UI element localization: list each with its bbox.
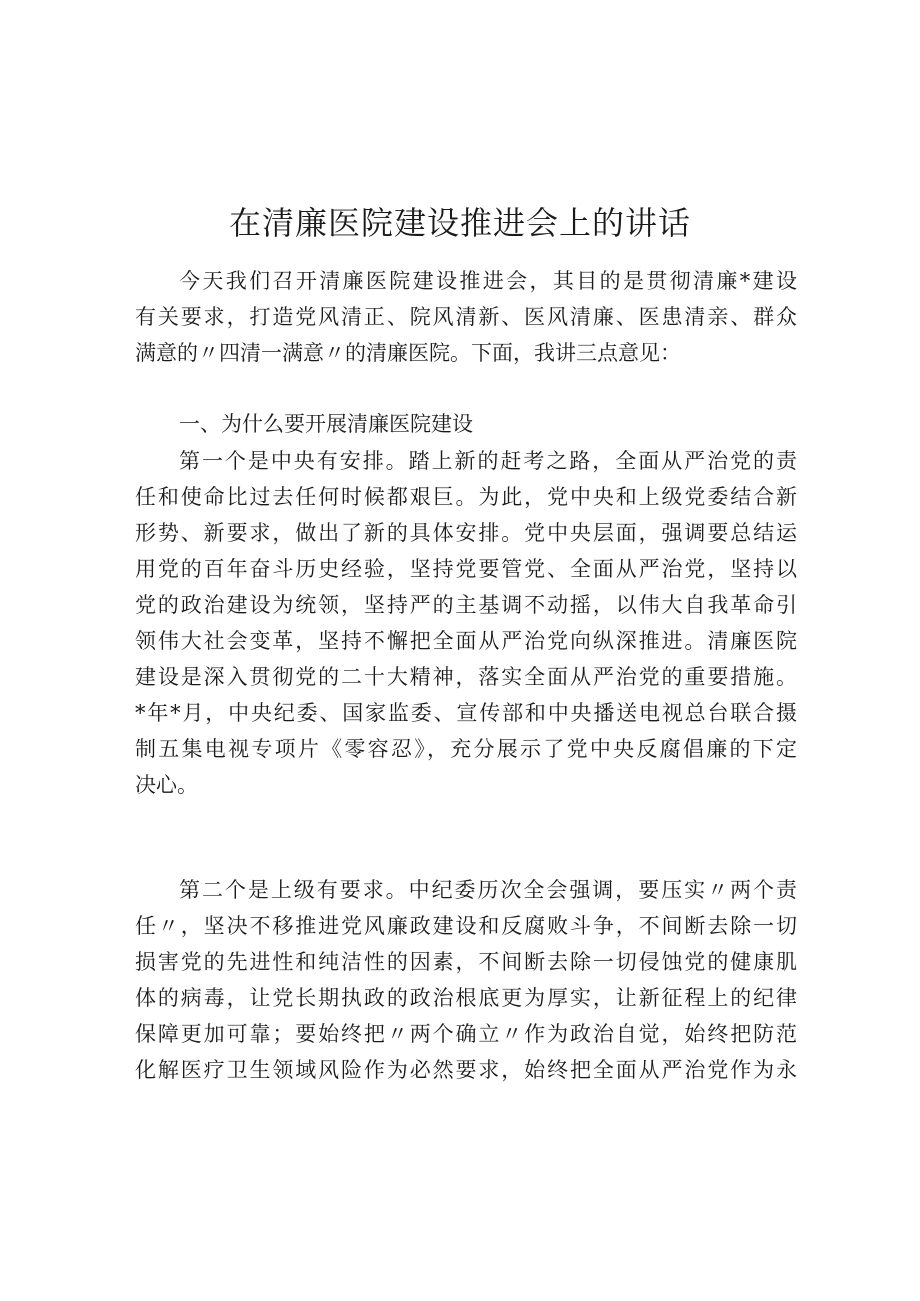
section-heading-text: 一、为什么要开展清廉医院建设 <box>179 412 473 436</box>
paragraph-line: 制五集电视专项片《零容忍》，充分展示了党中央反腐倡廉的下定 <box>135 737 797 761</box>
paragraph-line: 第一个是中央有安排。踏上新的赶考之路，全面从严治党的责 <box>179 449 797 473</box>
paragraph-line: 保障更加可靠；要始终把〃两个确立〃作为政治自觉，始终把防范 <box>135 1022 797 1046</box>
paragraph-line: 任和使命比过去任何时候都艰巨。为此，党中央和上级党委结合新 <box>135 485 797 509</box>
intro-line: 今天我们召开清廉医院建设推进会，其目的是贯彻清廉*建设 <box>179 269 797 293</box>
intro-line: 满意的〃四清一满意〃的清廉医院。下面，我讲三点意见： <box>135 341 681 365</box>
intro-paragraph <box>135 263 797 371</box>
section-heading <box>135 406 797 442</box>
paragraph-line: 形势、新要求，做出了新的具体安排。党中央层面，强调要总结运 <box>135 521 797 545</box>
paragraph-line: 损害党的先进性和纯洁性的因素，不间断去除一切侵蚀党的健康肌 <box>135 950 797 974</box>
paragraph-line: 第二个是上级有要求。中纪委历次全会强调，要压实〃两个责 <box>179 878 797 902</box>
paragraph-central-arrangement <box>135 443 797 803</box>
document-title: 在清廉医院建设推进会上的讲话 <box>228 204 691 242</box>
paragraph-line: 任〃，坚决不移推进党风廉政建设和反腐败斗争，不间断去除一切 <box>135 914 797 938</box>
paragraph-line: 建设是深入贯彻党的二十大精神，落实全面从严治党的重要措施。 <box>135 665 797 689</box>
paragraph-superior-requirement <box>135 872 797 1088</box>
paragraph-line: 用党的百年奋斗历史经验，坚持党要管党、全面从严治党，坚持以 <box>135 557 797 581</box>
paragraph-line: 化解医疗卫生领域风险作为必然要求，始终把全面从严治党作为永 <box>135 1058 797 1082</box>
paragraph-line: *年*月，中央纪委、国家监委、宣传部和中央播送电视总台联合摄 <box>135 701 797 725</box>
paragraph-line: 决心。 <box>135 773 198 797</box>
paragraph-line: 领伟大社会变革，坚持不懈把全面从严治党向纵深推进。清廉医院 <box>135 629 797 653</box>
paragraph-line: 党的政治建设为统领，坚持严的主基调不动摇，以伟大自我革命引 <box>135 593 797 617</box>
intro-line: 有关要求，打造党风清正、院风清新、医风清廉、医患清亲、群众 <box>135 305 797 329</box>
paragraph-line: 体的病毒，让党长期执政的政治根底更为厚实，让新征程上的纪律 <box>135 986 797 1010</box>
